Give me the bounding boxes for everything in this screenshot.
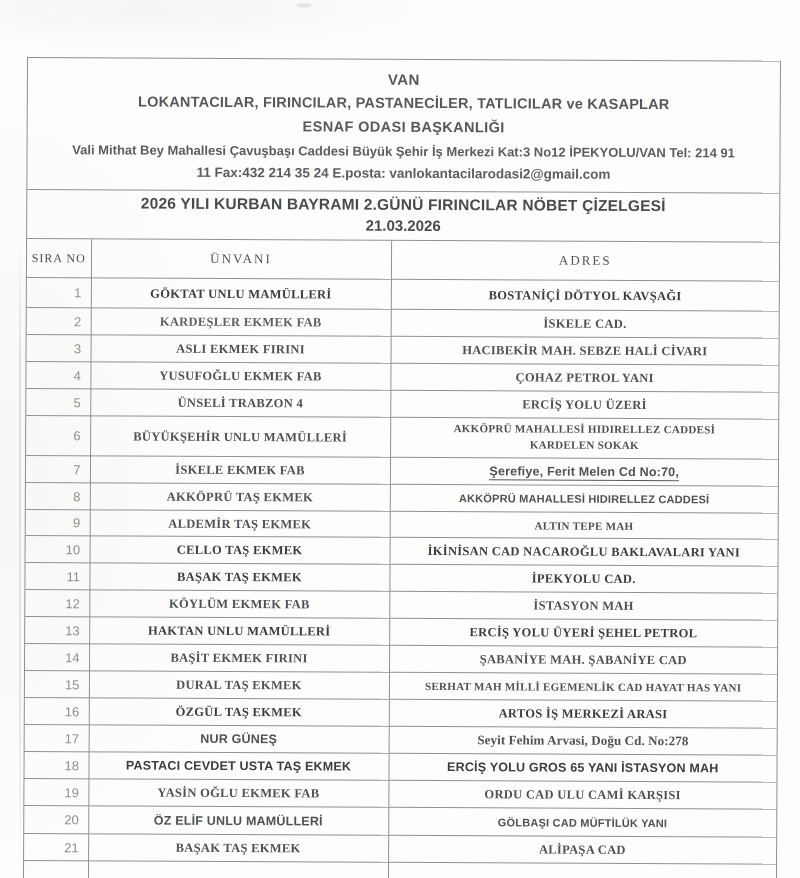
name-cell	[89, 617, 389, 645]
row-number-cell: 4	[26, 362, 90, 389]
business-name: KÖYLÜM EKMEK FAB	[168, 596, 310, 612]
address-cell	[389, 672, 777, 701]
business-name: İSKELE EKMEK FAB	[175, 462, 305, 478]
business-address: İPEKYOLU CAD.	[531, 571, 636, 586]
business-name: PASTACI CEVDET USTA TAŞ EKMEK	[125, 758, 352, 774]
name-cell	[89, 698, 389, 726]
business-name: CELLO TAŞ EKMEK	[176, 542, 303, 558]
business-address: ORDU CAD ULU CAMİ KARŞISI	[484, 787, 681, 803]
row-number-cell: 1	[27, 278, 91, 308]
table-row	[26, 389, 778, 420]
table-row	[25, 697, 777, 728]
business-address: ÇOHAZ PETROL YANI	[515, 370, 654, 386]
column-header-unvani: ÜNVANI	[91, 239, 391, 279]
name-cell	[90, 510, 390, 537]
business-address: İSTASYON MAH	[533, 598, 634, 613]
address-cell	[388, 862, 776, 878]
table-row	[24, 860, 776, 878]
table-row	[26, 482, 778, 513]
scan-artifact-streak	[19, 238, 21, 863]
name-cell	[90, 536, 390, 564]
table-row	[24, 778, 776, 809]
business-address: Şerefiye, Ferit Melen Cd No:70,	[489, 464, 680, 480]
business-address: Seyit Fehim Arvasi, Doğu Cd. No:278	[477, 732, 689, 749]
business-name: YUSUFOĞLU EKMEK FAB	[159, 368, 322, 384]
address-cell	[390, 390, 778, 419]
name-cell	[90, 362, 390, 390]
address-cell	[388, 753, 776, 782]
table-row	[25, 724, 777, 755]
row-number-cell: 18	[24, 751, 88, 778]
name-cell	[91, 308, 391, 336]
address-cell	[390, 511, 778, 539]
business-name: ÖZ ELİF UNLU MAMÜLLERİ	[153, 813, 323, 828]
row-number-cell: 15	[25, 670, 89, 697]
table-row	[24, 833, 776, 864]
row-number-cell: 6	[26, 416, 90, 456]
business-address: AKKÖPRÜ MAHALLESİ HIDIRELLEZ CADDESİ KARDELEN SOKAK	[453, 422, 716, 452]
address-cell	[389, 564, 777, 593]
name-cell	[91, 278, 391, 309]
business-name: BÜYÜKŞEHİR UNLU MAMÜLLERİ	[133, 429, 348, 445]
business-address: ERCİŞ YOLU GROS 65 YANI İSTASYON MAH	[447, 760, 719, 776]
name-cell	[89, 563, 389, 591]
table-row	[26, 456, 778, 487]
business-name: GÖKTAT UNLU MAMÜLLERİ	[150, 286, 332, 301]
business-address: İKİNİSAN CAD NACAROĞLU BAKLAVALARI YANI	[427, 543, 741, 560]
document-date: 21.03.2026	[365, 217, 441, 236]
row-number-cell: 17	[25, 724, 89, 751]
name-cell	[91, 335, 391, 363]
table-row	[26, 362, 778, 393]
business-name: ALDEMİR TAŞ EKMEK	[168, 516, 312, 531]
business-name: BAŞAK TAŞ EKMEK	[175, 840, 301, 856]
row-number-cell: 13	[25, 616, 89, 643]
row-number-cell: 9	[26, 509, 90, 535]
business-address: BOSTANİÇİ DÖTYOL KAVŞAĞI	[488, 287, 682, 303]
table-row	[26, 509, 778, 539]
business-address: HACIBEKİR MAH. SEBZE HALİ CİVARI	[462, 343, 708, 359]
address-cell	[389, 591, 777, 620]
table-row	[25, 643, 777, 674]
row-number-cell: 12	[25, 589, 89, 616]
duty-roster-table	[24, 239, 779, 878]
name-cell	[90, 483, 390, 511]
name-cell	[89, 671, 389, 699]
address-cell	[390, 457, 778, 486]
table-row	[26, 416, 778, 460]
table-row	[25, 562, 777, 593]
name-cell	[88, 834, 388, 862]
business-address: ŞABANİYE MAH. ŞABANİYE CAD	[479, 652, 687, 668]
business-name: NUR GÜNEŞ	[200, 731, 278, 747]
document-title: 2026 YILI KURBAN BAYRAMI 2.GÜNÜ FIRINCILAR NÖBET ÇİZELGESİ	[140, 195, 666, 216]
row-number-cell: 8	[26, 482, 90, 509]
scan-artifact-speck	[296, 4, 312, 7]
address-cell	[390, 417, 778, 459]
letterhead	[27, 58, 780, 194]
table-row	[25, 616, 777, 647]
address-cell	[391, 336, 779, 365]
business-name: DURAL TAŞ EKMEK	[176, 677, 302, 693]
column-header-sira-no: SIRA NO	[27, 239, 91, 278]
row-number-cell: 2	[27, 308, 91, 335]
address-cell	[391, 279, 779, 311]
letterhead-address-line2: 11 Fax:432 214 35 24 E.posta: vanlokantacilarodasi2@gmail.com	[196, 165, 611, 183]
table-body	[24, 278, 779, 878]
business-address: AKKÖPRÜ MAHALLESİ HIDIRELLEZ CADDESİ	[458, 493, 710, 507]
business-name: ÖZGÜL TAŞ EKMEK	[175, 704, 302, 720]
row-number-cell: 10	[26, 535, 90, 562]
row-number-cell: 5	[26, 389, 90, 416]
row-number-cell: 21	[24, 833, 88, 860]
name-cell	[88, 752, 388, 780]
table-row	[25, 589, 777, 620]
address-cell	[389, 726, 777, 755]
table-row	[25, 670, 777, 701]
business-name: ÜNSELİ TRABZON 4	[177, 395, 304, 411]
address-cell	[388, 780, 776, 809]
table-row	[27, 278, 779, 312]
table-row	[27, 335, 779, 366]
row-number-cell: 20	[24, 805, 88, 833]
row-number-cell	[24, 860, 88, 878]
letterhead-city: VAN	[387, 71, 420, 89]
business-name: BAŞİT EKMEK FIRINI	[170, 650, 308, 666]
letterhead-address-line1: Vali Mithat Bey Mahallesi Çavuşbaşı Caddesi Büyük Şehir İş Merkezi Kat:3 No12 İPEKYOLU/VAN Tel: 214 91	[72, 141, 735, 161]
table-row	[24, 805, 776, 837]
business-name: ASLI EKMEK FIRINI	[176, 341, 305, 357]
name-cell	[90, 416, 390, 457]
business-name: HAKTAN UNLU MAMÜLLERİ	[147, 623, 331, 639]
row-number-cell: 16	[25, 697, 89, 724]
business-name: AKKÖPRÜ TAŞ EKMEK	[166, 489, 314, 505]
address-cell	[390, 363, 778, 392]
table-row	[24, 751, 776, 782]
name-cell	[90, 456, 390, 484]
business-name: KARDEŞLER EKMEK FAB	[159, 314, 322, 330]
row-number-cell: 7	[26, 456, 90, 483]
business-address: ALİPAŞA CAD	[538, 842, 626, 857]
column-header-adres: ADRES	[391, 241, 779, 281]
business-address: GÖLBAŞI CAD MÜFTİLÜK YANI	[497, 816, 668, 830]
address-cell	[390, 537, 778, 566]
row-number-cell: 19	[24, 778, 88, 805]
name-cell	[89, 725, 389, 753]
title-block	[27, 190, 779, 243]
name-cell	[88, 861, 388, 878]
row-number-cell: 14	[25, 643, 89, 670]
address-cell	[389, 645, 777, 674]
business-address: SERHAT MAH MİLLİ EGEMENLİK CAD HAYAT HAS YANI	[424, 680, 742, 695]
document-frame	[23, 57, 781, 878]
table-row	[27, 308, 779, 339]
address-cell	[389, 699, 777, 728]
business-address: ARTOS İŞ MERKEZİ ARASI	[498, 706, 668, 722]
business-address: ERCİŞ YOLU ÜZERİ	[522, 397, 647, 413]
name-cell	[89, 644, 389, 672]
name-cell	[88, 806, 388, 835]
name-cell	[90, 389, 390, 417]
address-cell	[388, 807, 776, 837]
business-name: BAŞAK TAŞ EKMEK	[176, 569, 302, 585]
name-cell	[88, 779, 388, 807]
business-name: YASİN OĞLU EKMEK FAB	[157, 785, 320, 801]
address-cell	[390, 484, 778, 513]
address-cell	[391, 309, 779, 338]
table-header-row	[27, 239, 779, 281]
address-cell	[389, 618, 777, 647]
table-row	[26, 535, 778, 566]
letterhead-org-line1: LOKANTACILAR, FIRINCILAR, PASTANECİLER, TATLICILAR ve KASAPLAR	[138, 94, 670, 114]
business-address: ERCİŞ YOLU ÜYERİ ŞEHEL PETROL	[469, 625, 698, 641]
business-address: İSKELE CAD.	[543, 316, 627, 331]
address-cell	[388, 835, 776, 864]
letterhead-org-line2: ESNAF ODASI BAŞKANLIĞI	[302, 119, 505, 137]
row-number-cell: 3	[27, 335, 91, 362]
business-address: ALTIN TEPE MAH	[534, 519, 634, 533]
name-cell	[89, 590, 389, 618]
row-number-cell: 11	[25, 562, 89, 589]
